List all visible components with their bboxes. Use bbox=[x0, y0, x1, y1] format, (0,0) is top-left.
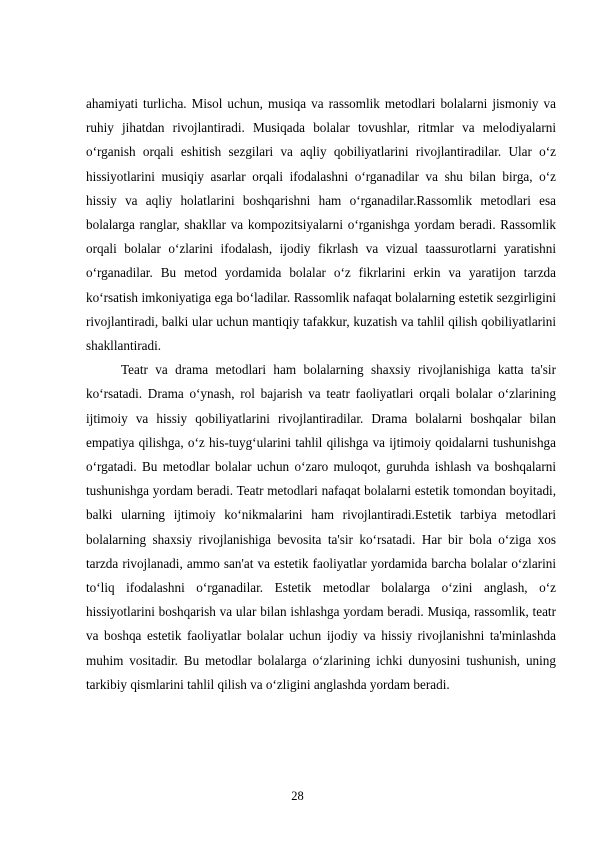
body-text bbox=[86, 92, 556, 697]
paragraph-2: Teatr va drama metodlari ham bolalarning shaxsiy rivojlanishiga katta ta'sir ko‘rsatadi. Drama o‘ynash, rol bajarish va teatr faoliyatlari orqali bolalar o‘zlarining ijtimoiy va hissiy qobiliyatlarini rivojlantiradilar. Drama bolalarni boshqalar bilan empatiya qilishga, o‘z his-tuyg‘ularini tahlil qilishga va ijtimoiy qoidalarni tushunishga o‘rgatadi. Bu metodlar bolalar uchun o‘zaro muloqot, guruhda ishlash va boshqalarni tushunishga yordam beradi. Teatr metodlari nafaqat bolalarni estetik tomondan boyitadi, balki ularning ijtimoiy ko‘nikmalarini ham rivojlantiradi.Estetik tarbiya metodlari bolalarning shaxsiy rivojlanishiga bevosita ta'sir ko‘rsatadi. Har bir bola o‘ziga xos tarzda rivojlanadi, ammo san'at va estetik faoliyatlar yordamida barcha bolalar o‘zlarini to‘liq ifodalashni o‘rganadilar. Estetik metodlar bolalarga o‘zini anglash, o‘z hissiyotlarini boshqarish va ular bilan ishlashga yordam beradi. Musiqa, rassomlik, teatr va boshqa estetik faoliyatlar bolalar uchun ijodiy va hissiy rivojlanishni ta'minlashda muhim vositadir. Bu metodlar bolalarga o‘zlarining ichki dunyosini tushunish, uning tarkibiy qismlarini tahlil qilish va o‘zligini anglashda yordam beradi. bbox=[86, 362, 556, 692]
page-number: 28 bbox=[291, 789, 304, 803]
paragraph-1: ahamiyati turlicha. Misol uchun, musiqa va rassomlik metodlari bolalarni jismoniy va ruhiy jihatdan rivojlantiradi. Musiqada bolalar tovushlar, ritmlar va melodiyalarni o‘rganish orqali eshitish sezgilari va aqliy qobiliyatlarini rivojlantiradilar. Ular o‘z hissiyotlarini musiqiy asarlar orqali ifodalashni o‘rganadilar va shu bilan birga, o‘z hissiy va aqliy holatlarini boshqarishni ham o‘rganadilar.Rassomlik metodlari esa bolalarga ranglar, shakllar va kompozitsiyalarni o‘rganishga yordam beradi. Rassomlik orqali bolalar o‘zlarini ifodalash, ijodiy fikrlash va vizual taassurotlarni yaratishni o‘rganadilar. Bu metod yordamida bolalar o‘z fikrlarini erkin va yaratijon tarzda ko‘rsatish imkoniyatiga ega bo‘ladilar. Rassomlik nafaqat bolalarning estetik sezgirligini rivojlantiradi, balki ular uchun mantiqiy tafakkur, kuzatish va tahlil qilish qobiliyatlarini shakllantiradi. bbox=[86, 96, 556, 354]
